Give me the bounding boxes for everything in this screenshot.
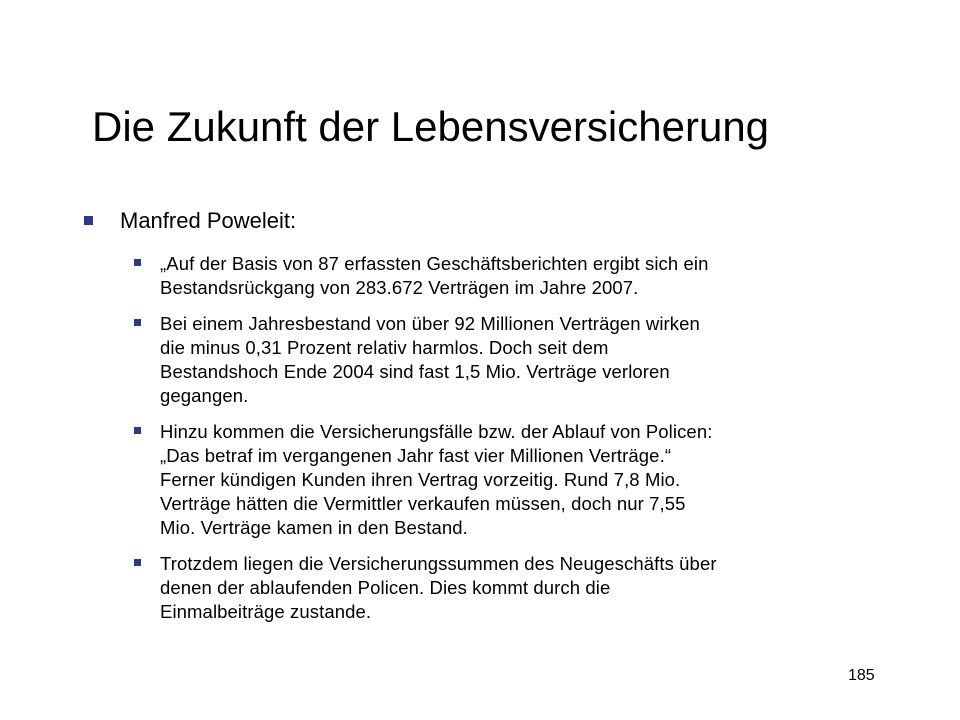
list-item-line: Bestandsrückgang von 283.672 Verträgen im Jahre 2007. bbox=[160, 277, 639, 298]
list-item-line: „Das betraf im vergangenen Jahr fast vier Millionen Verträge.“ bbox=[160, 445, 672, 466]
bullet-level2-list bbox=[134, 252, 884, 636]
square-bullet-icon bbox=[134, 559, 141, 566]
list-item bbox=[134, 552, 884, 624]
list-item-line: Bestandshoch Ende 2004 sind fast 1,5 Mio. Verträge verloren bbox=[160, 361, 670, 382]
list-item-line: gegangen. bbox=[160, 385, 249, 406]
slide-title: Die Zukunft der Lebensversicherung bbox=[92, 103, 770, 150]
list-item-line: Bei einem Jahresbestand von über 92 Millionen Verträgen wirken bbox=[160, 313, 700, 334]
list-item-line: „Auf der Basis von 87 erfassten Geschäftsberichten ergibt sich ein bbox=[160, 253, 709, 274]
list-item-line: Einmalbeiträge zustande. bbox=[160, 601, 372, 622]
list-item bbox=[134, 420, 884, 540]
list-item-line: die minus 0,31 Prozent relativ harmlos. Doch seit dem bbox=[160, 337, 609, 358]
square-bullet-icon bbox=[134, 259, 141, 266]
bullet-level1-text: Manfred Poweleit: bbox=[120, 208, 297, 233]
square-bullet-icon bbox=[84, 216, 93, 225]
square-bullet-icon bbox=[134, 427, 141, 434]
page-number: 185 bbox=[848, 667, 875, 684]
list-item-line: denen der ablaufenden Policen. Dies kommt durch die bbox=[160, 577, 611, 598]
list-item bbox=[134, 252, 884, 300]
list-item-line: Trotzdem liegen die Versicherungssummen des Neugeschäfts über bbox=[160, 553, 717, 574]
square-bullet-icon bbox=[134, 319, 141, 326]
list-item-line: Ferner kündigen Kunden ihren Vertrag vorzeitig. Rund 7,8 Mio. bbox=[160, 469, 681, 490]
list-item-line: Mio. Verträge kamen in den Bestand. bbox=[160, 517, 468, 538]
list-item bbox=[134, 312, 884, 408]
bullet-level1 bbox=[84, 206, 884, 236]
list-item-line: Verträge hätten die Vermittler verkaufen müssen, doch nur 7,55 bbox=[160, 493, 686, 514]
list-item-line: Hinzu kommen die Versicherungsfälle bzw. der Ablauf von Policen: bbox=[160, 421, 713, 442]
bullet-level1-item bbox=[84, 206, 884, 236]
